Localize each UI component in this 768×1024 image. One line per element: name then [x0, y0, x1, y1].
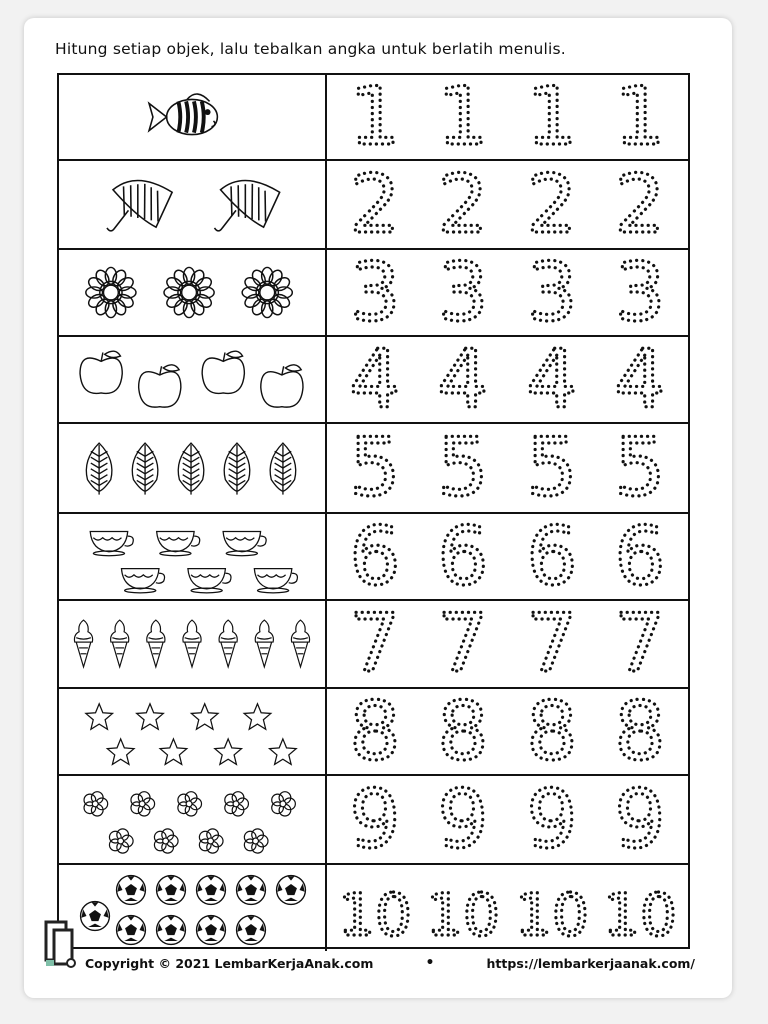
svg-text:2: 2: [349, 163, 401, 242]
tracing-digit[interactable]: [517, 339, 587, 421]
umbrella-icon: [107, 176, 173, 231]
object-cell: [59, 424, 327, 512]
soccer-ball-icon: [237, 916, 266, 945]
svg-text:9: 9: [526, 778, 578, 857]
star-icon: [269, 739, 296, 764]
svg-text:7: 7: [437, 603, 489, 681]
tracing-digit[interactable]: [340, 603, 410, 685]
tracing-digit[interactable]: [340, 252, 410, 334]
teacup-icon: [121, 569, 164, 593]
tracing-digit[interactable]: [517, 867, 587, 949]
blossom-icon: [131, 792, 155, 816]
tracing-digit[interactable]: [428, 252, 498, 334]
svg-text:10: 10: [340, 881, 411, 945]
tracing-digit[interactable]: [605, 76, 675, 158]
soccer-ball-icon: [197, 916, 226, 945]
tracing-digit[interactable]: [605, 516, 675, 598]
blossom-icon: [154, 829, 178, 853]
soccer-ball-icon: [197, 876, 226, 905]
svg-text:8: 8: [526, 690, 578, 769]
soccer-ball-icon: [117, 916, 146, 945]
worksheet-row: [59, 250, 688, 337]
soccer-ball-icon: [237, 876, 266, 905]
tracing-digit[interactable]: [517, 603, 587, 685]
teacup-icon: [223, 531, 266, 555]
object-group: [59, 337, 325, 422]
star-icon: [191, 704, 218, 729]
tracing-digit[interactable]: [605, 603, 675, 685]
tracing-digit[interactable]: [605, 252, 675, 334]
tracing-cell: [327, 689, 688, 774]
tracing-cell: [327, 75, 688, 159]
worksheet-row: [59, 337, 688, 424]
ice-cream-icon: [255, 620, 273, 667]
tracing-digit[interactable]: [517, 76, 587, 158]
star-icon: [160, 739, 187, 764]
leaf-icon: [132, 443, 158, 495]
svg-text:5: 5: [614, 427, 666, 505]
svg-text:7: 7: [349, 603, 401, 681]
footer-separator: •: [425, 955, 435, 971]
tracing-digit[interactable]: [428, 516, 498, 598]
apple-icon: [80, 351, 122, 393]
tracing-digit[interactable]: [428, 867, 498, 949]
svg-text:9: 9: [437, 778, 489, 857]
object-group: [59, 161, 325, 248]
ice-cream-icon: [219, 620, 237, 667]
object-group: [59, 689, 325, 774]
object-group: [59, 424, 325, 512]
umbrella-icon: [214, 176, 280, 231]
counting-table: [57, 73, 690, 949]
object-cell: [59, 250, 327, 335]
tracing-digit[interactable]: [517, 252, 587, 334]
tracing-digit[interactable]: [428, 779, 498, 861]
svg-text:4: 4: [526, 338, 578, 417]
star-icon: [137, 704, 164, 729]
tracing-digit[interactable]: [340, 516, 410, 598]
tracing-digit[interactable]: [428, 427, 498, 509]
tracing-digit[interactable]: [605, 427, 675, 509]
svg-text:7: 7: [526, 603, 578, 681]
svg-text:7: 7: [614, 603, 666, 681]
svg-text:10: 10: [604, 881, 675, 945]
svg-text:6: 6: [526, 515, 578, 594]
soccer-ball-icon: [157, 916, 186, 945]
tracing-cell: [327, 601, 688, 687]
tracing-digit[interactable]: [340, 779, 410, 861]
svg-text:3: 3: [349, 251, 401, 330]
object-cell: [59, 75, 327, 159]
object-group: [59, 75, 325, 159]
soccer-ball-icon: [157, 876, 186, 905]
svg-text:1: 1: [437, 76, 489, 154]
leaf-icon: [178, 443, 204, 495]
ice-cream-icon: [291, 620, 309, 667]
blossom-icon: [225, 792, 249, 816]
svg-text:4: 4: [349, 338, 401, 417]
tracing-cell: [327, 776, 688, 863]
blossom-icon: [244, 829, 268, 853]
tracing-digit[interactable]: [605, 691, 675, 773]
object-group: [59, 776, 325, 863]
object-cell: [59, 337, 327, 422]
tracing-digit[interactable]: [340, 691, 410, 773]
tracing-digit[interactable]: [605, 867, 675, 949]
instruction-text: Hitung setiap objek, lalu tebalkan angka untuk berlatih menulis.: [55, 40, 566, 58]
soccer-ball-icon: [81, 902, 110, 931]
tracing-digit[interactable]: [340, 339, 410, 421]
tracing-digit[interactable]: [428, 603, 498, 685]
teacup-icon: [188, 569, 231, 593]
document-corner-icon[interactable]: [44, 920, 76, 968]
footer: [85, 955, 695, 971]
blossom-icon: [272, 792, 296, 816]
svg-text:2: 2: [526, 163, 578, 242]
flower-icon: [86, 267, 136, 317]
tracing-cell: [327, 865, 688, 951]
svg-text:6: 6: [437, 515, 489, 594]
apple-icon: [139, 365, 181, 407]
teacup-icon: [157, 531, 200, 555]
tracing-digit[interactable]: [428, 164, 498, 246]
svg-text:4: 4: [437, 338, 489, 417]
svg-text:1: 1: [614, 76, 666, 154]
tracing-cell: [327, 514, 688, 599]
svg-text:3: 3: [437, 251, 489, 330]
tracing-digit[interactable]: [340, 867, 410, 949]
apple-icon: [261, 365, 303, 407]
svg-text:10: 10: [428, 881, 499, 945]
tracing-digit[interactable]: [428, 339, 498, 421]
tracing-digit[interactable]: [517, 516, 587, 598]
svg-text:6: 6: [614, 515, 666, 594]
svg-text:2: 2: [614, 163, 666, 242]
leaf-icon: [86, 443, 112, 495]
svg-text:5: 5: [437, 427, 489, 505]
svg-text:10: 10: [516, 881, 587, 945]
blossom-icon: [84, 792, 108, 816]
svg-text:1: 1: [526, 76, 578, 154]
tracing-digit[interactable]: [605, 779, 675, 861]
svg-text:5: 5: [349, 427, 401, 505]
star-icon: [215, 739, 242, 764]
svg-text:9: 9: [349, 778, 401, 857]
worksheet-row: [59, 865, 688, 951]
flower-icon: [242, 267, 292, 317]
svg-text:8: 8: [614, 690, 666, 769]
soccer-ball-icon: [277, 876, 306, 905]
svg-text:4: 4: [614, 338, 666, 417]
svg-text:3: 3: [526, 251, 578, 330]
tracing-digit[interactable]: [340, 164, 410, 246]
tracing-digit[interactable]: [517, 779, 587, 861]
copyright-text: Copyright © 2021 LembarKerjaAnak.com: [85, 955, 374, 971]
tracing-digit[interactable]: [517, 164, 587, 246]
website-link[interactable]: https://lembarkerjaanak.com/: [486, 955, 695, 971]
svg-text:1: 1: [349, 76, 401, 154]
tracing-digit[interactable]: [428, 76, 498, 158]
fish-icon: [149, 94, 217, 135]
flower-icon: [164, 267, 214, 317]
object-group: [59, 514, 325, 599]
star-icon: [86, 704, 113, 729]
tracing-cell: [327, 337, 688, 422]
object-group: [59, 601, 325, 687]
tracing-cell: [327, 424, 688, 512]
svg-text:5: 5: [526, 427, 578, 505]
object-cell: [59, 514, 327, 599]
object-group: [59, 250, 325, 335]
svg-text:8: 8: [349, 690, 401, 769]
tracing-digit[interactable]: [340, 76, 410, 158]
worksheet-row: [59, 75, 688, 161]
worksheet-row: [59, 601, 688, 689]
teacup-icon: [254, 569, 297, 593]
apple-icon: [202, 351, 244, 393]
star-icon: [244, 704, 271, 729]
blossom-icon: [199, 829, 223, 853]
object-cell: [59, 161, 327, 248]
object-cell: [59, 865, 327, 951]
blossom-icon: [178, 792, 202, 816]
object-cell: [59, 689, 327, 774]
svg-text:2: 2: [437, 163, 489, 242]
worksheet-row: [59, 424, 688, 514]
ice-cream-icon: [74, 620, 92, 667]
ice-cream-icon: [147, 620, 165, 667]
worksheet-row: [59, 161, 688, 250]
tracing-digit[interactable]: [517, 691, 587, 773]
object-group: [59, 865, 325, 951]
object-cell: [59, 601, 327, 687]
teacup-icon: [90, 531, 133, 555]
tracing-cell: [327, 161, 688, 248]
svg-text:8: 8: [437, 690, 489, 769]
svg-text:6: 6: [349, 515, 401, 594]
soccer-ball-icon: [117, 876, 146, 905]
object-cell: [59, 776, 327, 863]
worksheet-row: [59, 689, 688, 776]
star-icon: [107, 739, 134, 764]
ice-cream-icon: [111, 620, 129, 667]
leaf-icon: [270, 443, 296, 495]
svg-text:3: 3: [614, 251, 666, 330]
svg-text:9: 9: [614, 778, 666, 857]
tracing-digit[interactable]: [605, 339, 675, 421]
worksheet-row: [59, 776, 688, 865]
tracing-digit[interactable]: [517, 427, 587, 509]
tracing-digit[interactable]: [340, 427, 410, 509]
tracing-cell: [327, 250, 688, 335]
worksheet-row: [59, 514, 688, 601]
blossom-icon: [109, 829, 133, 853]
tracing-digit[interactable]: [428, 691, 498, 773]
tracing-digit[interactable]: [605, 164, 675, 246]
ice-cream-icon: [183, 620, 201, 667]
leaf-icon: [224, 443, 250, 495]
